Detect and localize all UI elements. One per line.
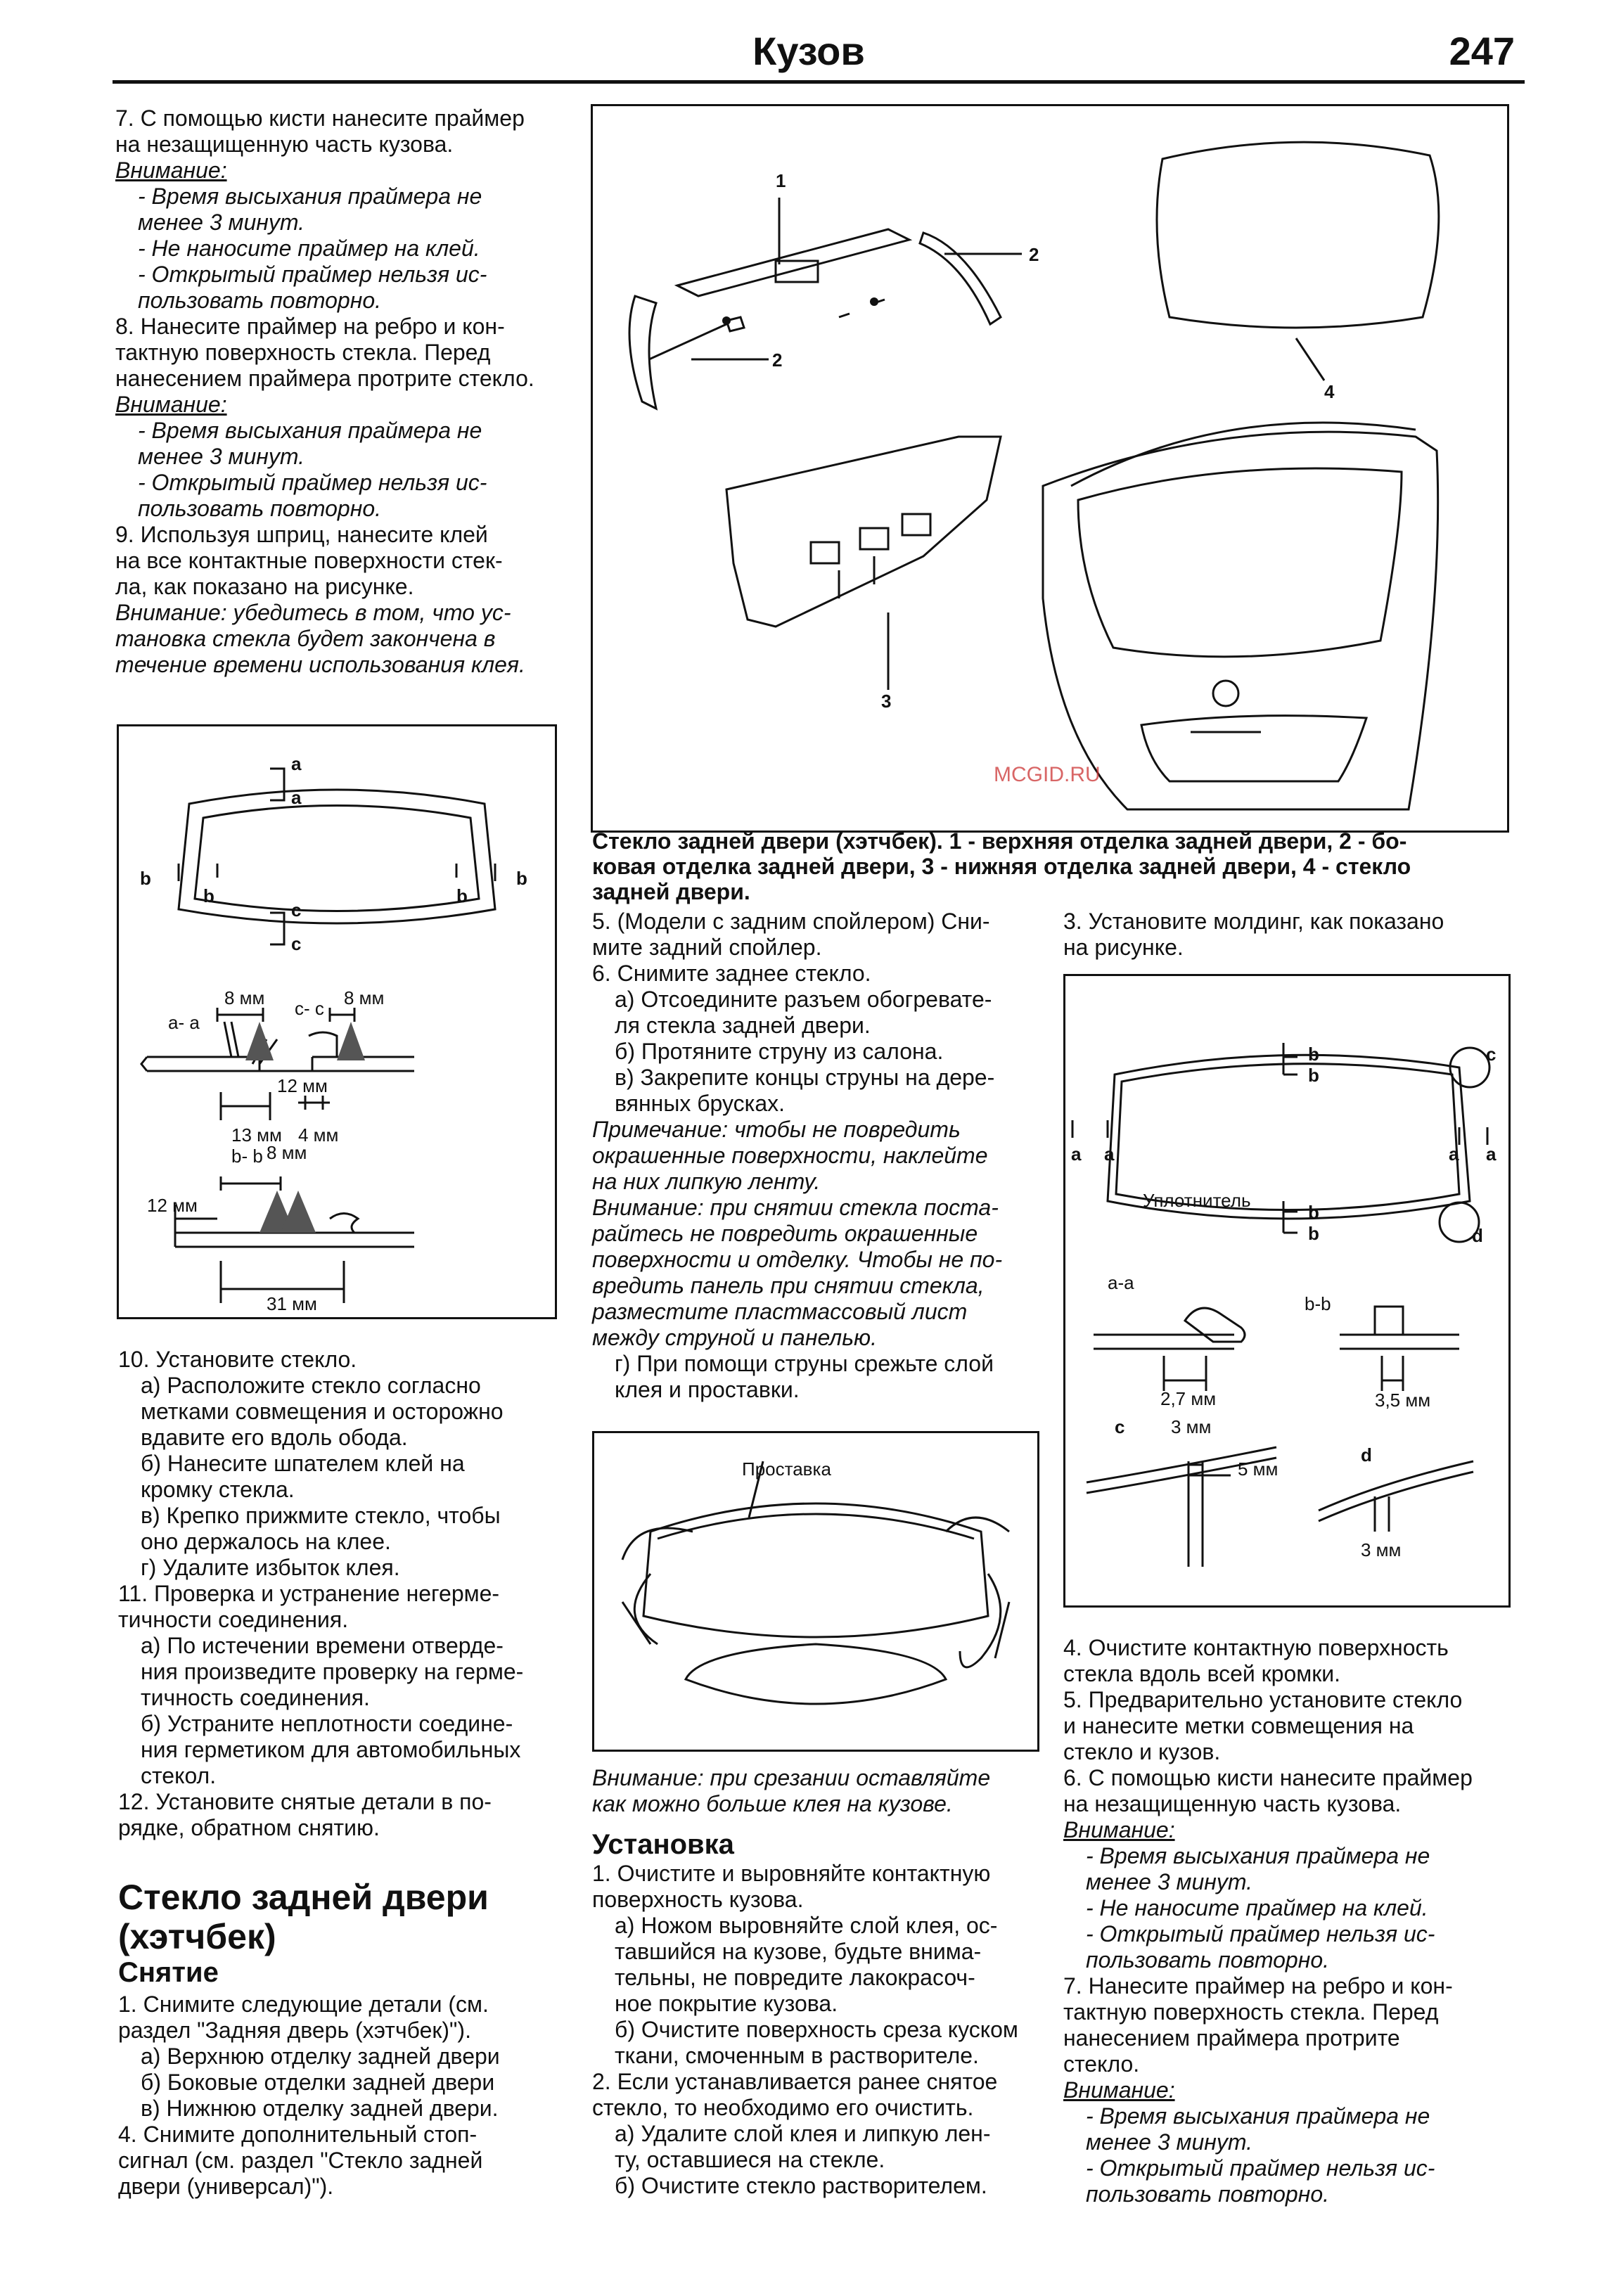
- text-line: б) Очистите поверхность среза куском: [615, 2017, 1018, 2042]
- text-line: г) Удалите избыток клея.: [141, 1555, 400, 1580]
- text-line: тичности соединения.: [118, 1607, 349, 1632]
- dim-8mm: 8 мм: [267, 1142, 307, 1163]
- install-section: [592, 1828, 1049, 2199]
- text-line: в) Нижнюю отделку задней двери.: [141, 2096, 499, 2121]
- dim-31mm: 31 мм: [267, 1293, 317, 1314]
- text-line: 8. Нанесите праймер на ребро и кон-: [115, 314, 505, 339]
- attention-label: Внимание:: [1063, 2077, 1175, 2103]
- text-line: кромку стекла.: [141, 1477, 295, 1502]
- dim-2-7mm: 2,7 мм: [1160, 1388, 1217, 1409]
- text-line: пользовать повторно.: [138, 288, 381, 313]
- text-line: 3. Установите молдинг, как показано: [1063, 909, 1444, 934]
- col1-top-text: [115, 105, 565, 678]
- text-line: тельны, не повредите лакокрасоч-: [615, 1965, 975, 1990]
- text-line: б) Устраните неплотности соедине-: [141, 1711, 513, 1736]
- text-line: вредить панель при снятии стекла,: [592, 1273, 985, 1298]
- callout-2: 2: [1029, 244, 1039, 265]
- label-c: c: [291, 899, 302, 921]
- dim-4mm: 4 мм: [298, 1124, 339, 1146]
- spacer-label: Проставка: [742, 1458, 831, 1480]
- dim-12mm: 12 мм: [277, 1075, 328, 1096]
- label-c: c: [1115, 1416, 1125, 1437]
- text-line: г) При помощи струны срежьте слой: [615, 1351, 994, 1376]
- caption-line: Стекло задней двери (хэтчбек). 1 - верхняя отделка задней двери, 2 - бо-: [592, 828, 1407, 854]
- molding-diagram: [1065, 976, 1508, 1605]
- label-b: b: [1308, 1202, 1319, 1223]
- text-line: ткани, смоченным в растворителе.: [615, 2043, 979, 2068]
- text-line: а) По истечении времени отверде-: [141, 1633, 504, 1658]
- text-line: метками совмещения и осторожно: [141, 1399, 504, 1424]
- text-line: 10. Установите стекло.: [118, 1347, 357, 1372]
- dim-3mm: 3 мм: [1361, 1539, 1402, 1560]
- attention-label: Внимание:: [115, 158, 227, 183]
- section-title: Стекло задней двери: [118, 1878, 489, 1917]
- text-line: 5. (Модели с задним спойлером) Сни-: [592, 909, 990, 934]
- text-line: а) Расположите стекло согласно: [141, 1373, 481, 1398]
- label-c: c: [291, 933, 302, 954]
- text-line: б) Очистите стекло растворителем.: [615, 2173, 987, 2198]
- col1-removal-text: [118, 1992, 568, 2200]
- caption-line: ковая отделка задней двери, 3 - нижняя отделка задней двери, 4 - стекло: [592, 854, 1411, 879]
- text-line: стекло.: [1063, 2051, 1140, 2077]
- note-line: Примечание: чтобы не повредить: [592, 1117, 961, 1142]
- text-line: разместите пластмассовый лист: [592, 1299, 968, 1324]
- attention-label: Внимание:: [1063, 1817, 1175, 1842]
- section-heading: [118, 1878, 568, 1989]
- text-line: менее 3 минут.: [138, 210, 305, 235]
- text-line: 5. Предварительно установите стекло: [1063, 1687, 1463, 1712]
- text-line: - Открытый праймер нельзя ис-: [138, 262, 487, 287]
- text-line: на рисунке.: [1063, 935, 1184, 960]
- text-line: стекол.: [141, 1763, 217, 1788]
- text-line: менее 3 минут.: [138, 444, 305, 469]
- text-line: - Открытый праймер нельзя ис-: [138, 470, 487, 495]
- label-a: a: [1104, 1143, 1115, 1165]
- text-line: менее 3 минут.: [1086, 2129, 1253, 2155]
- exploded-diagram: [593, 106, 1507, 830]
- text-line: - Открытый праймер нельзя ис-: [1086, 2155, 1435, 2181]
- removal-heading: Снятие: [118, 1957, 219, 1988]
- text-line: ния герметиком для автомобильных: [141, 1737, 521, 1762]
- text-line: 7. Нанесите праймер на ребро и кон-: [1063, 1973, 1453, 1999]
- text-line: тичность соединения.: [141, 1685, 370, 1710]
- text-line: вянных брусках.: [615, 1091, 785, 1116]
- callout-4: 4: [1324, 381, 1335, 402]
- text-line: в) Закрепите концы струны на дере-: [615, 1065, 995, 1090]
- text-line: 6. С помощью кисти нанесите праймер: [1063, 1765, 1473, 1790]
- text-line: б) Нанесите шпателем клей на: [141, 1451, 465, 1476]
- attention-label: Внимание:: [115, 392, 227, 417]
- label-a: a: [1449, 1143, 1459, 1165]
- dim-8mm: 8 мм: [224, 987, 265, 1008]
- text-line: пользовать повторно.: [138, 496, 381, 521]
- col3-bottom-text: [1063, 1635, 1513, 2207]
- text-line: ния произведите проверку на герме-: [141, 1659, 524, 1684]
- label-b: b: [1308, 1044, 1319, 1065]
- label-b: b: [516, 868, 527, 889]
- label-a: a: [1486, 1143, 1497, 1165]
- text-line: 4. Снимите дополнительный стоп-: [118, 2122, 478, 2147]
- label-a: a: [291, 753, 302, 774]
- section-title: (хэтчбек): [118, 1917, 276, 1956]
- text-line: рядке, обратном снятию.: [118, 1815, 380, 1840]
- text-line: тановка стекла будет закончена в: [115, 626, 496, 651]
- figure-molding: [1063, 974, 1511, 1608]
- section-bb: b-b: [1305, 1293, 1331, 1314]
- text-line: 2. Если устанавливается ранее снятое: [592, 2069, 998, 2094]
- section-header-title: Кузов: [752, 29, 865, 73]
- text-line: а) Удалите слой клея и липкую лен-: [615, 2121, 991, 2146]
- text-line: тактную поверхность стекла. Перед: [115, 340, 491, 365]
- text-line: на незащищенную часть кузова.: [115, 132, 454, 157]
- section-cc: c- c: [295, 998, 324, 1019]
- text-line: тактную поверхность стекла. Перед: [1063, 1999, 1439, 2025]
- text-line: райтесь не повредить окрашенные: [592, 1221, 978, 1246]
- attention-note: Внимание: при срезании оставляйте: [592, 1765, 991, 1790]
- text-line: вдавите его вдоль обода.: [141, 1425, 408, 1450]
- figure-rear-door-glass: [591, 104, 1509, 833]
- col2-bottom-text: [592, 1765, 1049, 1817]
- figure-caption: [592, 828, 1506, 904]
- seal-label: Уплотнитель: [1143, 1190, 1251, 1211]
- text-line: ля стекла задней двери.: [615, 1013, 871, 1038]
- dim-12mm: 12 мм: [147, 1195, 198, 1216]
- install-heading: Установка: [592, 1829, 734, 1860]
- text-line: а) Отсоедините разъем обогревате-: [615, 987, 992, 1012]
- glue-diagram: [119, 726, 555, 1317]
- text-line: оно держалось на клее.: [141, 1529, 391, 1554]
- text-line: мите задний спойлер.: [592, 935, 822, 960]
- text-line: и нанесите метки совмещения на: [1063, 1713, 1414, 1738]
- label-a: a: [1071, 1143, 1082, 1165]
- text-line: нанесением праймера протрите стекло.: [115, 366, 534, 391]
- text-line: - Время высыхания праймера не: [138, 184, 482, 209]
- label-b: b: [1308, 1223, 1319, 1244]
- label-d: d: [1361, 1444, 1372, 1466]
- note-line: окрашенные поверхности, наклейте: [592, 1143, 988, 1168]
- text-line: - Время высыхания праймера не: [1086, 1843, 1430, 1868]
- text-line: - Время высыхания праймера не: [1086, 2103, 1430, 2129]
- attention-note: Внимание: убедитесь в том, что ус-: [115, 600, 511, 625]
- text-line: тавшийся на кузове, будьте внима-: [615, 1939, 982, 1964]
- caption-line: задней двери.: [592, 879, 750, 904]
- figure-wire-cutting: [592, 1431, 1039, 1752]
- callout-3: 3: [881, 691, 892, 712]
- text-line: - Не наносите праймер на клей.: [138, 236, 480, 261]
- label-a: a: [291, 787, 302, 808]
- text-line: а) Верхнюю отделку задней двери: [141, 2044, 500, 2069]
- text-line: между струной и панелью.: [592, 1325, 877, 1350]
- text-line: клея и проставки.: [615, 1377, 800, 1402]
- label-b: b: [1308, 1065, 1319, 1086]
- text-line: пользовать повторно.: [1086, 1947, 1329, 1973]
- text-line: на все контактные поверхности стек-: [115, 548, 503, 573]
- label-b: b: [203, 885, 214, 906]
- text-line: ла, как показано на рисунке.: [115, 574, 414, 599]
- text-line: нанесением праймера протрите: [1063, 2025, 1400, 2051]
- dim-13mm: 13 мм: [231, 1124, 282, 1146]
- text-line: стекло и кузов.: [1063, 1739, 1221, 1764]
- text-line: 9. Используя шприц, нанесите клей: [115, 522, 488, 547]
- text-line: 1. Снимите следующие детали (см.: [118, 1992, 489, 2017]
- text-line: в) Крепко прижмите стекло, чтобы: [141, 1503, 501, 1528]
- section-aa: a-a: [1108, 1272, 1134, 1293]
- figure-glue-sections: [117, 724, 557, 1319]
- text-line: стекла вдоль всей кромки.: [1063, 1661, 1341, 1686]
- text-line: 6. Снимите заднее стекло.: [592, 961, 871, 986]
- label-b: b: [456, 885, 468, 906]
- label-b: b: [140, 868, 151, 889]
- dim-3mm: 3 мм: [1171, 1416, 1212, 1437]
- dim-8mm: 8 мм: [344, 987, 385, 1008]
- text-line: ту, оставшиеся на стекле.: [615, 2147, 885, 2172]
- col1-bottom-text: [118, 1347, 568, 1841]
- header-rule: [113, 80, 1525, 84]
- text-line: б) Протяните струну из салона.: [615, 1039, 944, 1064]
- col3-top-text: [1063, 909, 1513, 961]
- page-number: 247: [1449, 29, 1515, 73]
- label-c: c: [1486, 1044, 1497, 1065]
- callout-2: 2: [772, 349, 783, 371]
- text-line: а) Ножом выровняйте слой клея, ос-: [615, 1913, 998, 1938]
- text-line: пользовать повторно.: [1086, 2181, 1329, 2207]
- text-line: - Время высыхания праймера не: [138, 418, 482, 443]
- text-line: стекло, то необходимо его очистить.: [592, 2095, 974, 2120]
- watermark: MCGID.RU: [994, 763, 1101, 786]
- text-line: двери (универсал)").: [118, 2174, 334, 2199]
- text-line: б) Боковые отделки задней двери: [141, 2070, 495, 2095]
- text-line: 7. С помощью кисти нанесите праймер: [115, 105, 525, 131]
- note-line: на них липкую ленту.: [592, 1169, 821, 1194]
- section-bb: b- b: [231, 1146, 263, 1167]
- text-line: менее 3 минут.: [1086, 1869, 1253, 1894]
- text-line: - Не наносите праймер на клей.: [1086, 1895, 1428, 1920]
- text-line: поверхности и отделку. Чтобы не по-: [592, 1247, 1003, 1272]
- section-aa: a- a: [168, 1012, 200, 1033]
- text-line: течение времени использования клея.: [115, 652, 525, 677]
- dim-3-5mm: 3,5 мм: [1375, 1390, 1431, 1411]
- text-line: - Открытый праймер нельзя ис-: [1086, 1921, 1435, 1947]
- text-line: как можно больше клея на кузове.: [592, 1791, 953, 1816]
- text-line: на незащищенную часть кузова.: [1063, 1791, 1402, 1816]
- text-line: поверхность кузова.: [592, 1887, 804, 1912]
- label-d: d: [1472, 1225, 1483, 1246]
- callout-1: 1: [776, 170, 786, 191]
- text-line: раздел "Задняя дверь (хэтчбек)").: [118, 2018, 471, 2043]
- text-line: 11. Проверка и устранение негерме-: [118, 1581, 500, 1606]
- text-line: 1. Очистите и выровняйте контактную: [592, 1861, 991, 1886]
- col2-top-text: [592, 909, 1049, 1403]
- text-line: сигнал (см. раздел "Стекло задней: [118, 2148, 483, 2173]
- text-line: 4. Очистите контактную поверхность: [1063, 1635, 1449, 1660]
- text-line: ное покрытие кузова.: [615, 1991, 838, 2016]
- dim-5mm: 5 мм: [1238, 1458, 1279, 1480]
- attention-note: Внимание: при снятии стекла поста-: [592, 1195, 999, 1220]
- text-line: 12. Установите снятые детали в по-: [118, 1789, 492, 1814]
- wire-diagram: [594, 1433, 1037, 1750]
